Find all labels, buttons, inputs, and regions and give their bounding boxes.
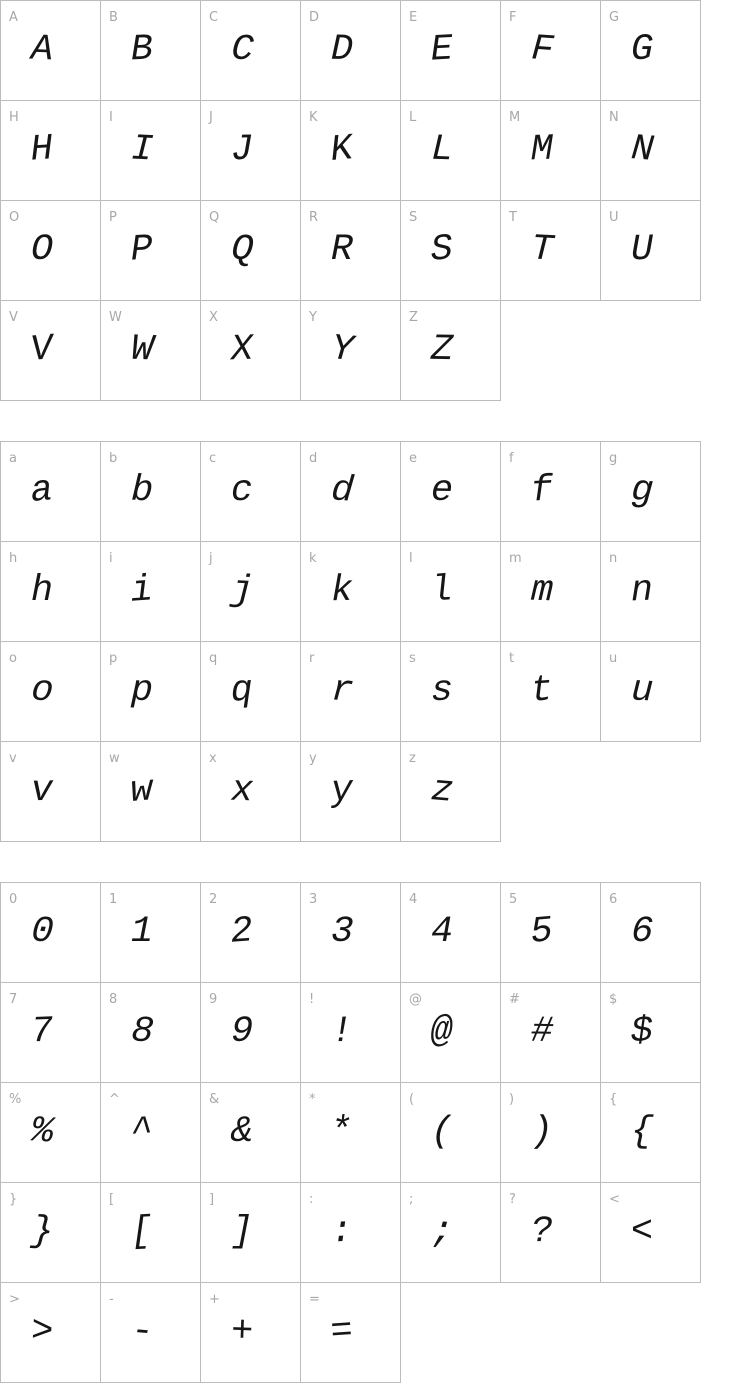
cell-label: @	[409, 992, 422, 1007]
glyph-cell	[201, 1083, 301, 1183]
glyph-preview: Q	[229, 228, 255, 272]
cell-label: >	[9, 1292, 20, 1307]
glyph-cell	[301, 1183, 401, 1283]
glyph-cell	[1, 642, 101, 742]
table-row	[1, 442, 701, 542]
table-row	[1, 542, 701, 642]
table-row	[1, 101, 701, 201]
cell-label: :	[309, 1192, 314, 1207]
table-row	[1, 642, 701, 742]
cell-label: +	[209, 1292, 220, 1307]
glyph-preview: L	[430, 128, 454, 172]
glyph-preview: =	[329, 1310, 355, 1354]
glyph-cell	[601, 201, 701, 301]
glyph-cell	[401, 101, 501, 201]
glyph-preview: A	[30, 28, 54, 72]
glyph-preview: f	[529, 469, 554, 513]
cell-label: d	[309, 451, 318, 466]
glyph-preview: M	[530, 128, 554, 172]
glyph-cell	[201, 742, 301, 842]
glyph-cell	[1, 983, 101, 1083]
glyph-cell	[501, 883, 601, 983]
glyph-cell	[401, 983, 501, 1083]
glyph-preview: u	[630, 669, 655, 713]
table-row	[1, 301, 701, 401]
cell-label: b	[109, 451, 118, 466]
glyph-cell	[201, 442, 301, 542]
glyph-cell	[301, 301, 401, 401]
glyph-cell	[501, 983, 601, 1083]
cell-label: ^	[109, 1092, 120, 1107]
cell-label: l	[409, 551, 413, 566]
glyph-preview: 5	[528, 910, 555, 954]
glyph-preview: %	[29, 1110, 55, 1154]
glyph-cell	[601, 883, 701, 983]
cell-label: 6	[609, 892, 618, 907]
glyph-preview: {	[630, 1110, 654, 1154]
glyph-cell	[601, 642, 701, 742]
glyph-preview: C	[229, 28, 256, 72]
cell-label: 3	[309, 892, 318, 907]
glyph-preview: S	[429, 228, 455, 272]
cell-label: m	[509, 551, 522, 566]
cell-label: i	[109, 551, 113, 566]
cell-label: j	[209, 551, 213, 566]
glyph-preview: K	[328, 128, 355, 172]
cell-label: [	[109, 1192, 115, 1207]
table-row	[1, 1283, 701, 1383]
glyph-cell	[201, 1183, 301, 1283]
cell-label: C	[209, 10, 219, 25]
glyph-preview: Y	[329, 328, 356, 372]
glyph-preview: a	[28, 469, 55, 513]
cell-label: 0	[9, 892, 18, 907]
glyph-preview: 1	[130, 911, 154, 953]
glyph-preview: &	[230, 1111, 254, 1153]
cell-label: e	[409, 451, 417, 466]
glyph-cell	[501, 101, 601, 201]
glyph-preview: :	[329, 1210, 354, 1254]
glyph-preview: W	[130, 328, 154, 372]
glyph-cell	[401, 883, 501, 983]
glyph-preview: #	[530, 1010, 554, 1054]
glyph-cell	[101, 883, 201, 983]
cell-label: f	[509, 451, 514, 466]
cell-label: G	[609, 10, 620, 25]
glyph-preview: +	[230, 1310, 254, 1354]
glyph-cell	[301, 542, 401, 642]
glyph-cell	[1, 883, 101, 983]
glyph-cell	[601, 1, 701, 101]
glyph-cell	[1, 101, 101, 201]
glyph-preview: V	[28, 328, 55, 372]
glyph-preview: T	[530, 228, 555, 272]
glyph-cell	[201, 642, 301, 742]
cell-label: P	[109, 210, 117, 225]
glyph-cell	[1, 201, 101, 301]
glyph-cell	[501, 1, 601, 101]
glyph-preview: ]	[230, 1211, 254, 1253]
glyph-cell	[501, 442, 601, 542]
glyph-cell	[301, 742, 401, 842]
cell-label: o	[9, 651, 17, 666]
glyph-cell	[401, 1083, 501, 1183]
glyph-preview: ^	[129, 1110, 155, 1154]
glyph-cell	[501, 642, 601, 742]
glyph-preview: h	[30, 570, 54, 612]
glyph-cell	[601, 101, 701, 201]
cell-label: D	[309, 10, 320, 25]
cell-label: u	[609, 651, 618, 666]
glyph-cell	[101, 201, 201, 301]
glyph-cell	[1, 742, 101, 842]
glyph-preview: @	[428, 1010, 455, 1054]
glyph-cell	[101, 742, 201, 842]
table-row	[1, 1, 701, 101]
glyph-cell	[1, 442, 101, 542]
cell-label: c	[209, 451, 217, 466]
glyph-cell	[1, 301, 101, 401]
cell-label: Y	[309, 310, 317, 325]
cell-label: h	[9, 551, 18, 566]
glyph-cell	[1, 1183, 101, 1283]
cell-label: #	[509, 992, 520, 1007]
glyph-preview: F	[529, 28, 555, 72]
glyph-preview: 3	[330, 910, 355, 954]
cell-label: N	[609, 110, 619, 125]
cell-label: p	[109, 651, 118, 666]
cell-label: ?	[509, 1192, 516, 1207]
glyph-preview: p	[130, 669, 154, 713]
glyph-preview: B	[130, 28, 154, 72]
glyph-preview: >	[30, 1310, 55, 1354]
glyph-preview: s	[430, 670, 454, 712]
cell-label: y	[309, 751, 317, 766]
glyph-preview: t	[529, 669, 555, 713]
glyph-cell	[101, 442, 201, 542]
glyph-preview: R	[330, 229, 354, 271]
glyph-preview: D	[330, 28, 354, 72]
cell-label: 4	[409, 892, 418, 907]
table-row	[1, 1083, 701, 1183]
cell-label: t	[509, 651, 515, 666]
glyph-preview: *	[328, 1110, 355, 1154]
glyph-cell	[501, 201, 601, 301]
table-row	[1, 201, 701, 301]
glyph-preview: b	[130, 469, 154, 513]
glyph-cell	[101, 983, 201, 1083]
glyph-cell	[301, 1283, 401, 1383]
cell-label: W	[109, 310, 122, 325]
glyph-preview: N	[629, 128, 656, 172]
glyph-cell	[601, 983, 701, 1083]
glyph-preview: $	[629, 1010, 654, 1054]
cell-label: r	[309, 651, 315, 666]
cell-label: *	[309, 1092, 316, 1107]
glyph-preview: d	[329, 469, 356, 513]
cell-label: 1	[109, 892, 118, 907]
cell-label: H	[9, 110, 19, 125]
cell-label: O	[9, 210, 20, 225]
cell-label: U	[609, 210, 619, 225]
glyph-preview: [	[129, 1210, 154, 1254]
glyph-cell	[1, 1, 101, 101]
cell-label: $	[609, 992, 618, 1007]
glyph-preview: r	[329, 669, 355, 713]
cell-label: R	[309, 210, 319, 225]
glyph-preview: J	[230, 128, 254, 172]
cell-label: <	[609, 1192, 620, 1207]
glyph-preview: }	[29, 1210, 55, 1254]
glyph-preview: 4	[430, 910, 454, 954]
cell-label: n	[609, 551, 618, 566]
cell-label: M	[509, 110, 521, 125]
glyph-cell	[201, 301, 301, 401]
cell-label: z	[409, 751, 416, 766]
glyph-cell	[201, 542, 301, 642]
glyph-preview: P	[129, 228, 154, 272]
lowercase-letters-table	[0, 441, 701, 842]
glyph-preview: O	[30, 228, 54, 272]
glyph-preview: n	[630, 569, 654, 613]
glyph-preview: ;	[429, 1210, 455, 1254]
glyph-preview: !	[330, 1010, 354, 1054]
cell-label: q	[209, 651, 218, 666]
glyph-cell	[601, 1083, 701, 1183]
glyph-cell	[201, 201, 301, 301]
cell-label: a	[9, 451, 17, 466]
glyph-preview: )	[530, 1110, 554, 1154]
cell-label: }	[9, 1192, 18, 1207]
glyph-preview: g	[629, 469, 655, 513]
cell-label: !	[309, 992, 315, 1007]
glyph-cell	[301, 883, 401, 983]
cell-label: F	[509, 10, 517, 25]
glyph-cell	[201, 883, 301, 983]
glyph-cell	[101, 301, 201, 401]
glyph-cell	[101, 1283, 201, 1383]
glyph-preview: q	[229, 669, 254, 713]
cell-label: 2	[209, 892, 218, 907]
glyph-preview: <	[630, 1211, 654, 1253]
cell-label: Z	[409, 310, 418, 325]
table-row	[1, 1183, 701, 1283]
uppercase-letters-table	[0, 0, 701, 401]
glyph-cell	[101, 642, 201, 742]
table-row	[1, 883, 701, 983]
glyph-preview: v	[30, 769, 54, 813]
cell-label: s	[409, 651, 416, 666]
glyph-preview: o	[29, 669, 56, 713]
glyph-preview: e	[430, 469, 454, 513]
glyph-cell	[201, 1, 301, 101]
glyph-preview: 7	[30, 1010, 54, 1054]
cell-label: 7	[9, 992, 18, 1007]
cell-label: K	[309, 110, 318, 125]
glyph-cell	[401, 1, 501, 101]
cell-label: S	[409, 210, 418, 225]
glyph-preview: 0	[29, 910, 55, 954]
glyph-cell	[101, 1083, 201, 1183]
glyph-cell	[401, 542, 501, 642]
glyph-preview: H	[29, 128, 55, 172]
glyph-preview: 8	[129, 1010, 156, 1054]
glyph-cell	[301, 442, 401, 542]
glyph-cell	[401, 442, 501, 542]
glyph-cell	[301, 201, 401, 301]
glyph-cell	[1, 1283, 101, 1383]
cell-label: v	[9, 751, 17, 766]
glyph-preview: -	[129, 1310, 156, 1354]
glyph-cell	[601, 542, 701, 642]
cell-label: g	[609, 451, 618, 466]
glyph-cell	[501, 1083, 601, 1183]
cell-label: k	[309, 551, 317, 566]
glyph-preview: G	[630, 29, 654, 71]
cell-label: {	[609, 1092, 618, 1107]
cell-label: J	[209, 110, 213, 125]
glyph-cell	[501, 1183, 601, 1283]
cell-label: (	[409, 1092, 415, 1107]
glyph-preview: Z	[430, 328, 454, 372]
glyph-cell	[1, 1083, 101, 1183]
glyph-cell	[201, 1283, 301, 1383]
glyph-preview: w	[128, 769, 155, 813]
cell-label: Q	[209, 210, 220, 225]
glyph-cell	[601, 1183, 701, 1283]
cell-label: T	[509, 210, 517, 225]
glyph-preview: y	[330, 769, 354, 813]
cell-label: -	[109, 1292, 114, 1307]
cell-label: ]	[209, 1192, 215, 1207]
glyph-cell	[101, 101, 201, 201]
glyph-preview: z	[429, 769, 456, 813]
cell-label: %	[9, 1092, 22, 1107]
glyph-preview: 9	[230, 1010, 254, 1054]
glyph-preview: E	[429, 28, 454, 72]
glyph-cell	[301, 983, 401, 1083]
glyph-cell	[101, 1183, 201, 1283]
glyph-preview: ?	[530, 1210, 554, 1254]
glyph-cell	[201, 983, 301, 1083]
glyph-cell	[401, 642, 501, 742]
glyph-cell	[301, 642, 401, 742]
glyph-cell	[401, 201, 501, 301]
glyph-preview: U	[630, 228, 654, 272]
glyph-preview: k	[330, 569, 354, 613]
glyph-preview: (	[430, 1110, 455, 1154]
cell-label: 5	[509, 892, 518, 907]
glyph-cell	[401, 742, 501, 842]
glyph-cell	[201, 101, 301, 201]
glyph-preview: l	[428, 569, 455, 613]
cell-label: L	[409, 110, 417, 125]
glyph-cell	[301, 1, 401, 101]
glyph-preview: 6	[630, 910, 654, 954]
glyph-cell	[101, 1, 201, 101]
cell-label: ;	[409, 1192, 414, 1207]
glyph-preview: X	[230, 328, 254, 372]
cell-label: X	[209, 310, 218, 325]
cell-label: B	[109, 10, 118, 25]
glyph-cell	[501, 542, 601, 642]
glyph-cell	[301, 101, 401, 201]
cell-label: w	[109, 751, 120, 766]
cell-label: x	[209, 751, 217, 766]
glyph-cell	[101, 542, 201, 642]
glyph-cell	[301, 1083, 401, 1183]
glyph-preview: 2	[229, 910, 255, 954]
cell-label: E	[409, 10, 418, 25]
cell-label: 8	[109, 992, 118, 1007]
glyph-preview: I	[130, 128, 155, 172]
cell-label: )	[509, 1092, 515, 1107]
table-row	[1, 983, 701, 1083]
glyph-cell	[1, 542, 101, 642]
glyph-preview: i	[129, 569, 155, 613]
cell-label: V	[9, 310, 18, 325]
glyph-preview: x	[230, 769, 254, 813]
table-row	[1, 742, 701, 842]
glyph-preview: m	[530, 569, 554, 613]
cell-label: =	[309, 1292, 320, 1307]
digits-and-symbols-table	[0, 882, 701, 1383]
cell-label: 9	[209, 992, 218, 1007]
glyph-cell	[601, 442, 701, 542]
cell-label: I	[109, 110, 113, 125]
glyph-preview: j	[230, 569, 255, 613]
glyph-preview: c	[230, 469, 254, 513]
cell-label: A	[9, 10, 18, 25]
glyph-cell	[401, 301, 501, 401]
cell-label: &	[209, 1092, 220, 1107]
glyph-cell	[401, 1183, 501, 1283]
